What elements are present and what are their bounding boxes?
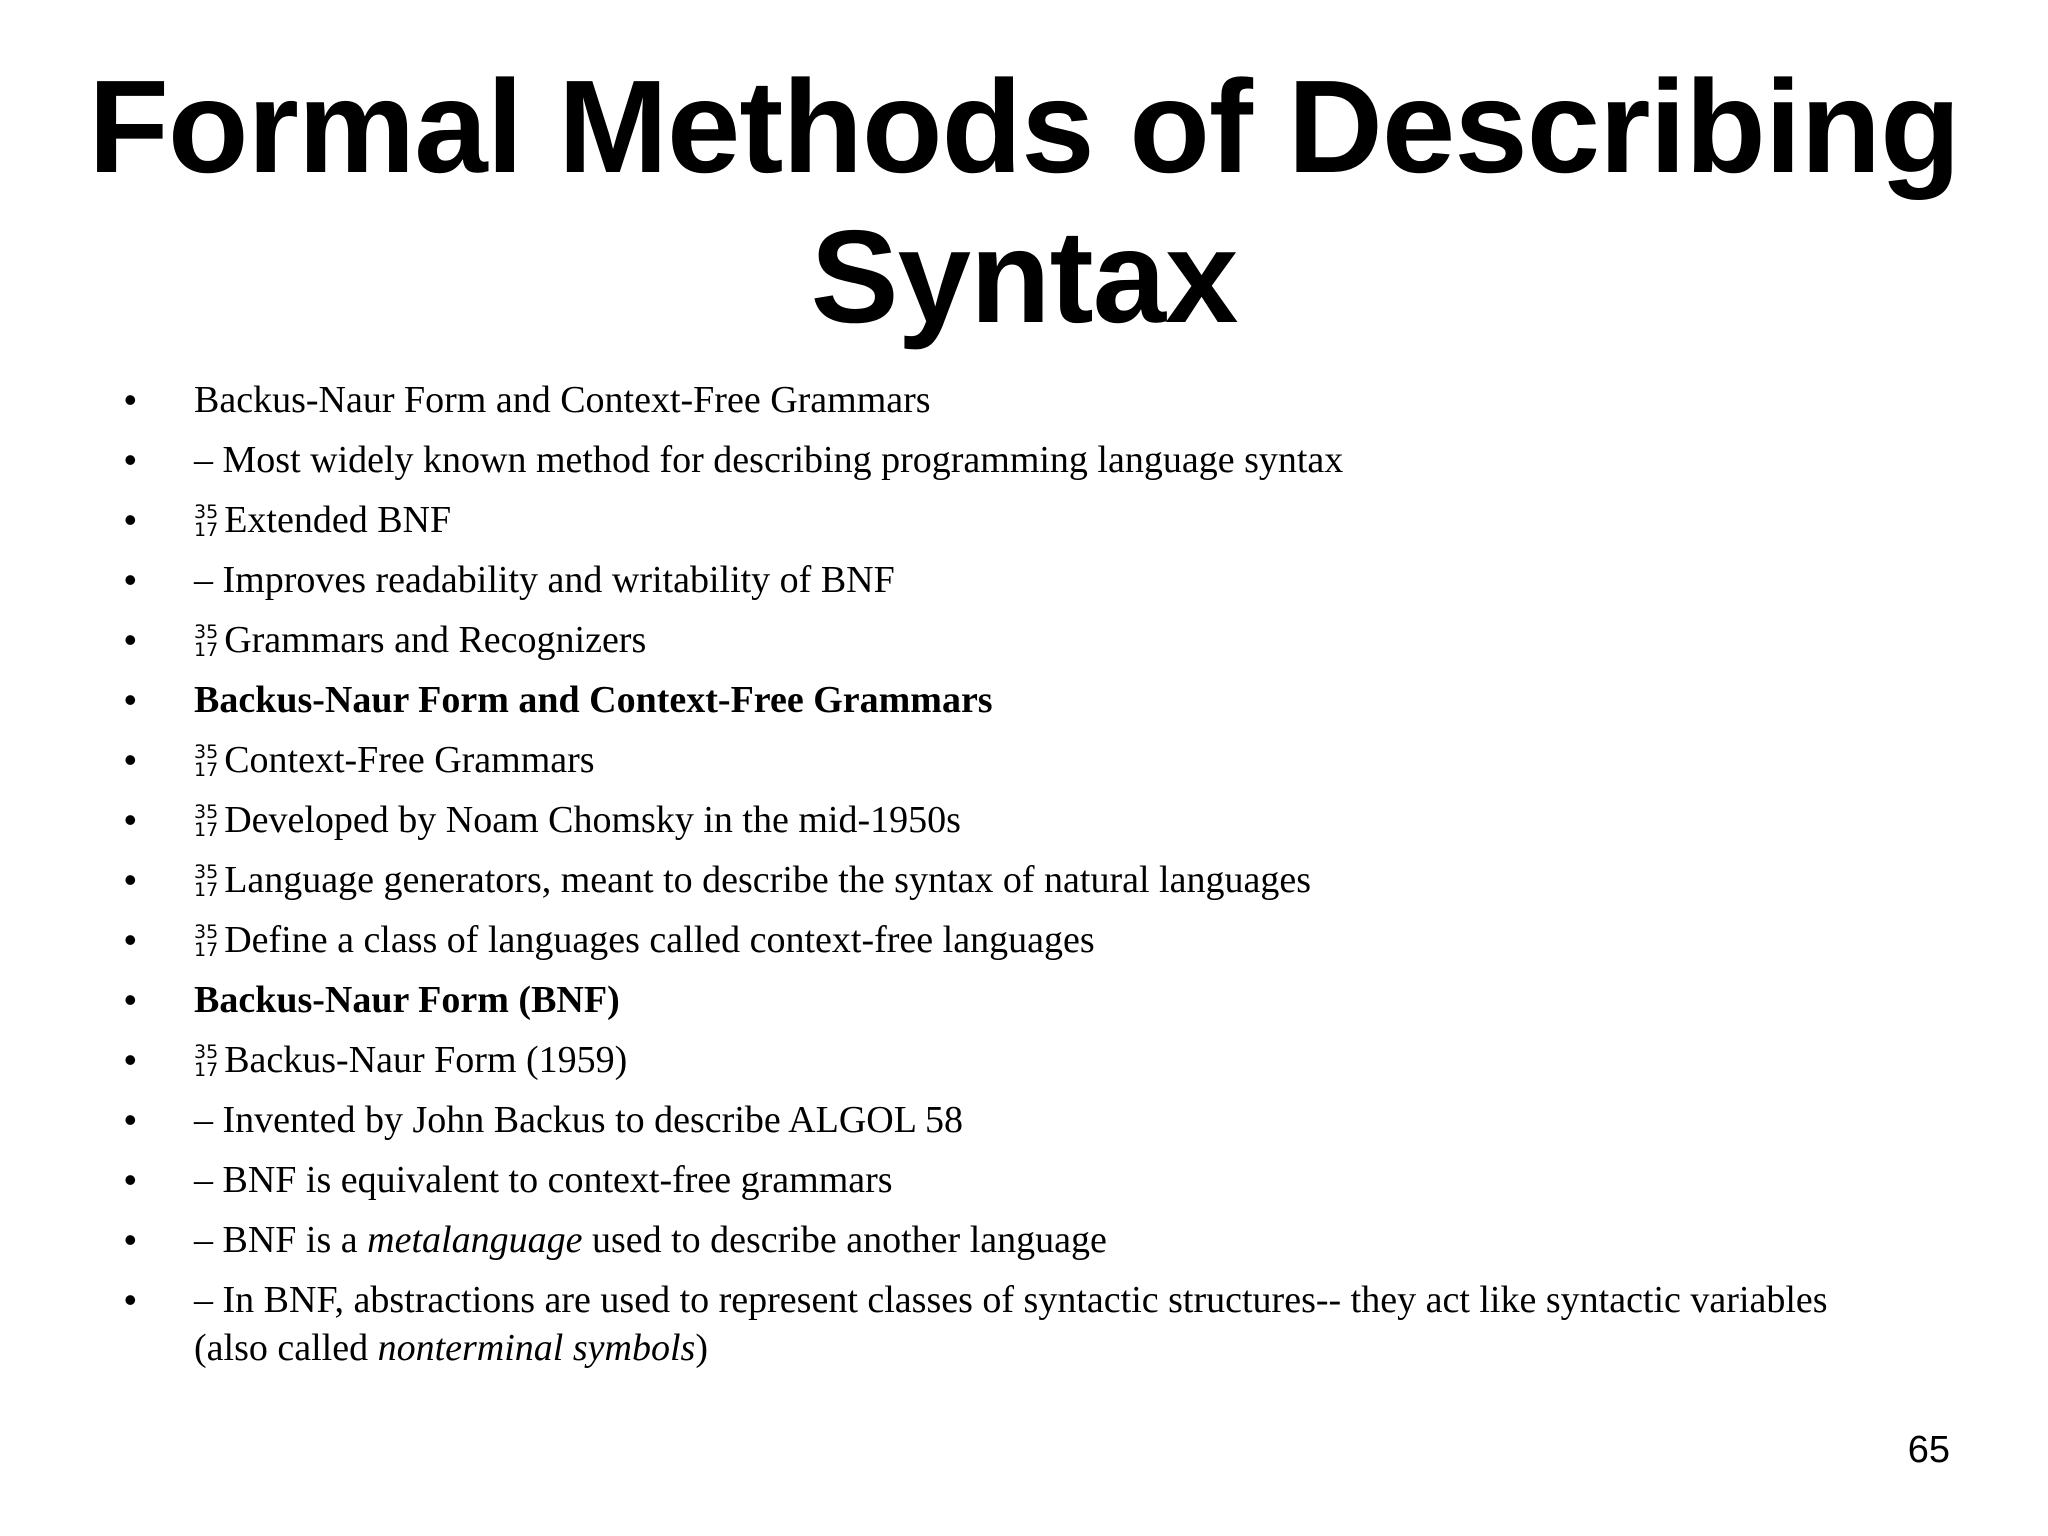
bullet-dot-icon: • [124, 919, 137, 960]
bullet-dot-icon: • [124, 859, 137, 900]
bullet-text: Backus-Naur Form and Context-Free Grammars [194, 379, 931, 421]
bullet-item [0, 670, 2048, 730]
bullet-dot-icon: • [124, 499, 137, 540]
bullet-text-after: ) [695, 1327, 708, 1369]
bullet-label: Developed by Noam Chomsky in the mid-1950s [224, 799, 961, 841]
bullet-dot-icon: • [124, 1219, 137, 1260]
bullet-item [0, 730, 2048, 790]
bullet-dot-icon: • [124, 979, 137, 1020]
bullet-label: Context-Free Grammars [224, 739, 595, 781]
bullet-item [0, 1270, 2048, 1380]
bullet-dot-icon: • [124, 1039, 137, 1080]
bullet-item [0, 1150, 2048, 1210]
bullet-dot-icon: • [124, 1159, 137, 1200]
bullet-text: – Invented by John Backus to describe ALGOL 58 [194, 1099, 963, 1141]
bullet-dot-icon: • [124, 439, 137, 480]
bullet-label: Grammars and Recognizers [224, 619, 647, 661]
bullet-text-italic: metalanguage [367, 1219, 583, 1261]
bullet-text-with-glyph [194, 796, 1844, 844]
bullet-text-mixed [194, 1276, 1844, 1372]
bullet-text-mixed [194, 1216, 1844, 1264]
bullet-text-with-glyph [194, 916, 1844, 964]
bullet-label: Extended BNF [224, 499, 452, 541]
bullet-text: – Improves readability and writability of BNF [194, 559, 895, 601]
bullet-dot-icon: • [124, 559, 137, 600]
bullet-text-before: – In BNF, abstractions are used to represent classes of syntactic structures-- they act like syntactic variables (also called [194, 1279, 1828, 1369]
number-glyph-icon: 35 17 [194, 501, 219, 541]
bullet-item [0, 430, 2048, 490]
slide-title-line-2: Syntax [810, 203, 1238, 350]
slide-title-line-1: Formal Methods of Describing [88, 53, 1960, 200]
bullet-item [0, 550, 2048, 610]
number-glyph-icon: 35 17 [194, 1041, 219, 1081]
bullet-text-with-glyph [194, 616, 1844, 664]
bullet-item [0, 970, 2048, 1030]
bullet-dot-icon: • [124, 1099, 137, 1140]
bullet-label: Language generators, meant to describe the syntax of natural languages [224, 859, 1311, 901]
bullet-text-before: – BNF is a [194, 1219, 368, 1261]
bullet-dot-icon: • [124, 679, 137, 720]
number-glyph-icon: 35 17 [194, 621, 219, 661]
bullet-label: Define a class of languages called context-free languages [224, 919, 1095, 961]
bullet-text: – Most widely known method for describing programming language syntax [194, 439, 1344, 481]
bullet-dot-icon: • [124, 619, 137, 660]
bullet-item [0, 1090, 2048, 1150]
bullet-item [0, 490, 2048, 550]
page-number: 65 [1907, 1429, 1950, 1471]
bullet-dot-icon: • [124, 1279, 137, 1320]
number-glyph-icon: 35 17 [194, 921, 219, 961]
bullet-item [0, 790, 2048, 850]
bullet-heading: Backus-Naur Form and Context-Free Grammars [194, 679, 993, 721]
bullet-text-with-glyph [194, 736, 1844, 784]
bullet-list [0, 370, 2048, 1380]
bullet-item [0, 910, 2048, 970]
bullet-text-with-glyph [194, 1036, 1844, 1084]
bullet-text-italic: nonterminal symbols [377, 1327, 696, 1369]
number-glyph-icon: 35 17 [194, 861, 219, 901]
bullet-item [0, 610, 2048, 670]
number-glyph-icon: 35 17 [194, 801, 219, 841]
bullet-label: Backus-Naur Form (1959) [224, 1039, 628, 1081]
slide-title [0, 52, 2048, 352]
bullet-text: – BNF is equivalent to context-free grammars [194, 1159, 893, 1201]
bullet-dot-icon: • [124, 379, 137, 420]
bullet-item [0, 1030, 2048, 1090]
bullet-dot-icon: • [124, 799, 137, 840]
bullet-text-with-glyph [194, 496, 1844, 544]
number-glyph-icon: 35 17 [194, 741, 219, 781]
bullet-heading: Backus-Naur Form (BNF) [194, 979, 620, 1021]
bullet-text-with-glyph [194, 856, 1844, 904]
bullet-text-after: used to describe another language [582, 1219, 1107, 1261]
bullet-item [0, 370, 2048, 430]
bullet-item [0, 850, 2048, 910]
bullet-item [0, 1210, 2048, 1270]
bullet-dot-icon: • [124, 739, 137, 780]
